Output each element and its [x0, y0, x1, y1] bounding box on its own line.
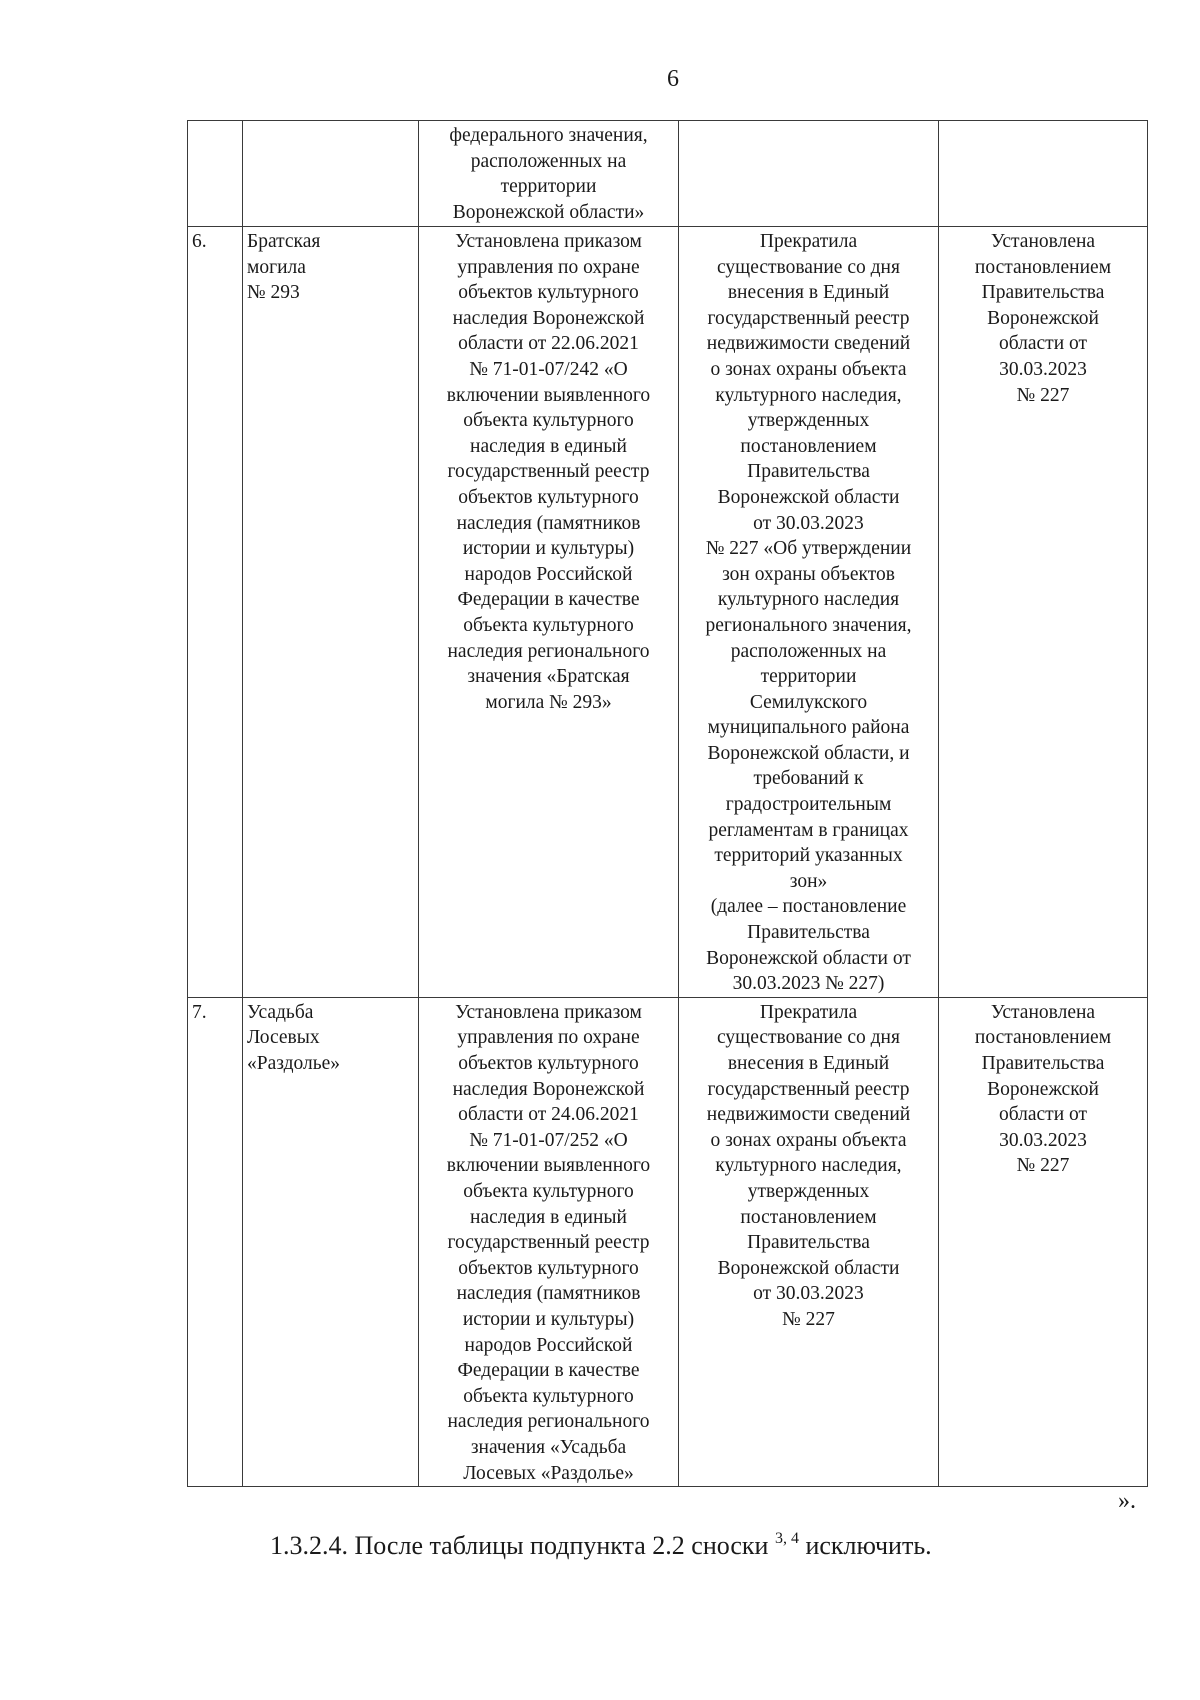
cell-line: расположенных на — [470, 150, 627, 172]
table-row — [188, 227, 1148, 998]
cell-name — [243, 997, 419, 1486]
cell-line: наследия в единый — [470, 435, 627, 457]
cell-line: Воронежской области» — [452, 201, 645, 223]
cell-line: от 30.03.2023 — [753, 1283, 864, 1305]
cell-line: Установлена — [990, 1001, 1096, 1023]
cell-line: объекта культурного — [463, 410, 634, 432]
amendment-text-before: 1.3.2.4. После таблицы подпункта 2.2 сноски — [270, 1531, 775, 1560]
cell-line: управления по охране — [457, 256, 640, 278]
cell-line: территорий указанных — [714, 845, 903, 867]
cell-line: внесения в Единый — [727, 1053, 890, 1074]
cell-line: области от — [998, 1104, 1088, 1126]
cell-line: утвержденных — [747, 410, 870, 432]
cell-line: Семилукского — [749, 691, 868, 713]
footnote-references: 3, 4 — [774, 1530, 799, 1547]
cell-line: Правительства — [981, 1053, 1105, 1074]
cell-name — [243, 121, 419, 227]
cell-line: Федерации в качестве — [457, 589, 640, 611]
cell-line: наследия Воронежской — [452, 1078, 645, 1100]
cell-line: могила — [247, 256, 306, 278]
cell-line: значения «Братская — [467, 666, 630, 688]
cell-line: Федерации в качестве — [457, 1360, 640, 1382]
cell-line: объекта культурного — [463, 614, 634, 636]
cell-line: расположенных на — [730, 640, 887, 662]
cell-line: объектов культурного — [458, 1257, 639, 1279]
cell-line: федерального значения, — [449, 125, 648, 146]
cell-line: Установлена — [990, 231, 1096, 252]
cell-line: объектов культурного — [458, 1053, 639, 1074]
monuments-table — [187, 120, 1148, 1487]
cell-line: от 30.03.2023 — [753, 512, 864, 534]
cell-line: муниципального района — [707, 717, 910, 739]
cell-line: культурного наследия, — [715, 384, 902, 406]
cell-new-zones — [939, 121, 1148, 227]
cell-line: внесения в Единый — [727, 282, 890, 304]
cell-line: утвержденных — [747, 1180, 870, 1202]
cell-line: территории — [760, 666, 857, 688]
cell-line: истории и культуры) — [462, 1308, 635, 1330]
cell-basis — [419, 997, 679, 1486]
cell-line: № 71-01-07/242 «О — [469, 358, 628, 380]
cell-line: народов Российской — [464, 1334, 633, 1356]
cell-line: объекта культурного — [463, 1385, 634, 1407]
cell-line: постановлением — [974, 256, 1112, 278]
cell-line: народов Российской — [464, 563, 633, 585]
cell-status — [679, 227, 939, 998]
table-body — [188, 121, 1148, 1487]
cell-status — [679, 997, 939, 1486]
cell-new-zones — [939, 997, 1148, 1486]
cell-number: 6. — [188, 227, 243, 998]
cell-line: 30.03.2023 — [999, 358, 1087, 380]
cell-line: области от — [998, 333, 1088, 355]
cell-status — [679, 121, 939, 227]
cell-line: культурного наследия — [717, 589, 900, 611]
cell-line: 30.03.2023 № 227) — [732, 973, 885, 995]
cell-line: Лосевых — [247, 1027, 320, 1049]
cell-line: 30.03.2023 — [999, 1129, 1087, 1151]
cell-line: регионального значения, — [705, 614, 912, 636]
page-number: 6 — [667, 66, 679, 92]
cell-line: наследия (памятников — [456, 512, 641, 534]
cell-line: Правительства — [747, 1232, 870, 1254]
cell-line: Установлена приказом — [455, 1001, 642, 1023]
cell-line: Правительства — [747, 461, 870, 483]
cell-line: № 227 — [782, 1308, 835, 1330]
cell-line: наследия регионального — [447, 640, 650, 662]
cell-line: государственный реестр — [707, 1078, 910, 1100]
cell-line: государственный реестр — [447, 461, 650, 483]
cell-line: Усадьба — [247, 1001, 314, 1023]
cell-line: недвижимости сведений — [706, 1104, 911, 1126]
cell-line: зон» — [789, 870, 828, 892]
cell-line: области от 24.06.2021 — [458, 1104, 639, 1126]
table-row — [188, 997, 1148, 1486]
cell-line: Воронежской области — [717, 1257, 900, 1279]
amendment-paragraph — [270, 1530, 932, 1561]
cell-line: требований к — [753, 768, 864, 790]
cell-line: Воронежской — [987, 307, 1099, 329]
cell-line: значения «Усадьба — [470, 1436, 627, 1458]
cell-line: объектов культурного — [458, 282, 639, 304]
cell-line: области от 22.06.2021 — [458, 333, 639, 355]
cell-line: зон охраны объектов — [722, 563, 895, 585]
cell-line: недвижимости сведений — [706, 333, 911, 355]
cell-line: Правительства — [747, 922, 870, 944]
cell-line: наследия Воронежской — [452, 307, 645, 329]
cell-line: существование со дня — [717, 256, 900, 278]
cell-line: о зонах охраны объекта — [710, 1129, 907, 1151]
cell-line: наследия регионального — [447, 1411, 650, 1433]
cell-line: наследия в единый — [470, 1206, 627, 1228]
cell-name — [243, 227, 419, 998]
amendment-text-after: исключить. — [798, 1531, 932, 1560]
cell-line: территории — [500, 176, 597, 198]
cell-line: (далее – постановление — [710, 896, 907, 918]
cell-line: Прекратила — [759, 1001, 858, 1023]
cell-line: № 227 — [1016, 1155, 1070, 1177]
cell-line: включении выявленного — [446, 384, 651, 406]
cell-line: «Раздолье» — [247, 1053, 341, 1074]
cell-line: культурного наследия, — [715, 1155, 902, 1177]
cell-line: государственный реестр — [447, 1232, 650, 1254]
cell-line: Правительства — [981, 282, 1105, 304]
cell-number: 7. — [188, 997, 243, 1486]
cell-line: градостроительным — [725, 794, 892, 816]
cell-line: объектов культурного — [458, 486, 639, 508]
cell-line: государственный реестр — [707, 307, 910, 329]
cell-line: Воронежской области от — [706, 947, 911, 969]
cell-line: Воронежской — [987, 1078, 1099, 1100]
cell-line: постановлением — [974, 1027, 1112, 1049]
cell-line: № 227 «Об утверждении — [705, 538, 912, 560]
cell-line: наследия (памятников — [456, 1283, 641, 1305]
cell-line: постановлением — [740, 1206, 877, 1228]
cell-line: регламентам в границах — [708, 819, 909, 841]
table-row-continuation — [188, 121, 1148, 227]
cell-basis — [419, 121, 679, 227]
cell-line: Прекратила — [759, 231, 858, 252]
cell-line: № 293 — [247, 282, 300, 304]
cell-line: о зонах охраны объекта — [710, 358, 907, 380]
cell-line: № 227 — [1016, 384, 1070, 406]
cell-line: включении выявленного — [446, 1155, 651, 1177]
cell-line: № 71-01-07/252 «О — [469, 1129, 628, 1151]
cell-number — [188, 121, 243, 227]
cell-line: Воронежской области — [717, 486, 900, 508]
cell-line: существование со дня — [717, 1027, 900, 1049]
cell-line: Лосевых «Раздолье» — [463, 1462, 634, 1484]
cell-line: постановлением — [740, 435, 877, 457]
closing-quote: ». — [1118, 1488, 1136, 1514]
cell-line: управления по охране — [457, 1027, 640, 1049]
cell-line: истории и культуры) — [462, 538, 635, 560]
cell-line: объекта культурного — [463, 1180, 634, 1202]
cell-line: Установлена приказом — [455, 231, 642, 252]
cell-line: могила № 293» — [485, 691, 612, 713]
cell-basis — [419, 227, 679, 998]
cell-line: Воронежской области, и — [707, 742, 910, 764]
cell-line: Братская — [247, 231, 321, 252]
cell-new-zones — [939, 227, 1148, 998]
